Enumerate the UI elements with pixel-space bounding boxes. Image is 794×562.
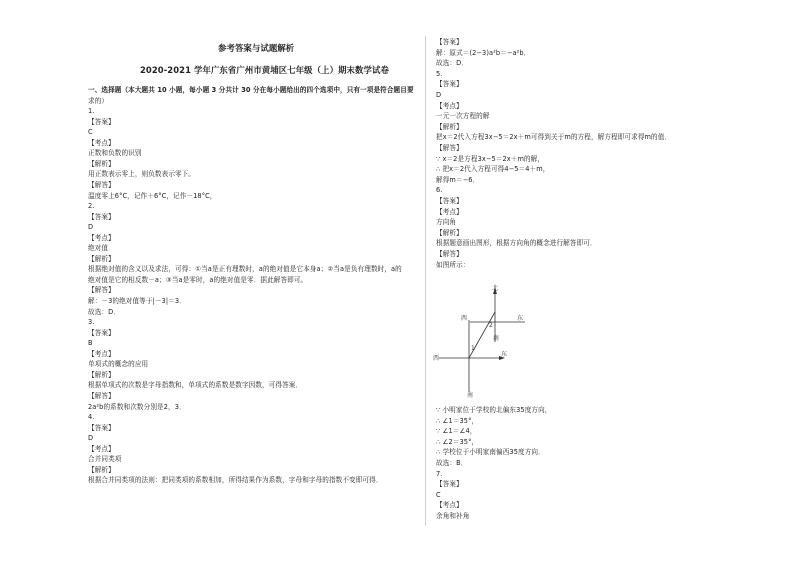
label-east-upper: 东 (517, 315, 524, 322)
direction-diagram (425, 280, 525, 398)
text-line: 单项式的概念的应用 (88, 360, 149, 369)
text-line: ∴ 把x＝2代入方程可得4−5＝4＋m， (436, 165, 550, 174)
text-line: 【考点】 (88, 138, 115, 147)
angle-1-label: 1 (471, 345, 475, 352)
label-south-lower: 南 (467, 392, 474, 398)
text-line: 正数和负数的识别 (88, 149, 142, 158)
text-line: 【答案】 (436, 38, 463, 46)
text-line: 余角和补角 (436, 512, 470, 520)
text-line: 根据题意画出图形，根据方向角的概念进行解答即可． (436, 239, 597, 248)
text-line: 解得m＝−6． (436, 175, 480, 184)
text-line: 【考点】 (88, 444, 115, 453)
text-line: 5. (436, 69, 443, 78)
text-line: ∴ ∠1＝35°， (436, 416, 479, 425)
text-line: 【答案】 (436, 80, 463, 89)
text-line: 【解析】 (88, 254, 115, 263)
text-line: C (88, 128, 93, 137)
text-line: 【解答】 (88, 180, 115, 189)
text-line: 【解析】 (88, 159, 115, 168)
text-line: 绝对值是它的相反数－a；③当a是零时，a的绝对值是零．据此解答即可。 (88, 275, 308, 284)
text-line: D (436, 91, 442, 99)
text-line: 方向角 (436, 218, 457, 227)
text-line: 6. (436, 186, 443, 195)
text-line: ∵ 小明家位于学校的北偏东35度方向， (436, 406, 552, 414)
text-line: 【解析】 (436, 122, 463, 131)
label-east-lower: 东 (501, 351, 508, 358)
text-line: ∴ 学校位于小明家南偏西35度方向． (436, 448, 545, 457)
text-line: 故选：D． (436, 59, 468, 68)
text-line: 2a²b的系数和次数分别是2，3． (88, 402, 186, 411)
label-west-upper: 西 (461, 315, 468, 322)
label-south-upper: 南 (493, 335, 500, 342)
text-line: 【答案】 (88, 423, 115, 432)
text-line: D (88, 223, 94, 232)
text-line: 【答案】 (436, 480, 463, 489)
text-line: 根据绝对值的含义以及求法，可得：①当a是正有理数时，a的绝对值是它本身a；②当a是负有理数时，a的 (88, 265, 402, 274)
text-line: 【答案】 (88, 117, 115, 126)
doc-title: 参考答案与试题解析 (218, 43, 295, 53)
text-line: 【答案】 (88, 328, 115, 337)
text-line: 合并同类项 (88, 455, 122, 464)
text-line: 【解析】 (88, 465, 115, 474)
text-line: ∵ x＝2是方程3x−5＝2x＋m的解， (436, 154, 545, 163)
text-line: 用正数表示零上，则负数表示零下。 (88, 170, 196, 179)
label-north: 北 (492, 285, 499, 292)
text-line: 【答案】 (436, 197, 463, 205)
text-line: 解：原式＝(2−3)a²b＝−a²b． (436, 48, 531, 57)
text-line: 根据合并同类项的法则：把同类项的系数相加，所得结果作为系数，字母和字母的指数不变即可得． (88, 476, 383, 485)
text-line: D (88, 434, 94, 443)
text-line: 解：－3的绝对值等于|－3|＝3． (88, 297, 186, 305)
text-line: 【考点】 (436, 207, 463, 216)
text-line: 如图所示： (436, 260, 470, 269)
text-line: 【考点】 (436, 101, 463, 110)
text-line: 故选：B． (436, 459, 468, 467)
text-line: 2. (88, 202, 95, 211)
angle-2-label: 2 (489, 322, 493, 329)
text-line: 一、选择题（本大题共 10 小题，每小题 3 分共计 30 分在每小题给出的四个选项中，只有一项是符合题目要 (88, 86, 414, 94)
text-line: 【考点】 (88, 349, 115, 358)
label-west-lower: 西 (433, 355, 440, 362)
text-line: 1. (88, 107, 95, 116)
text-line: 【考点】 (436, 501, 463, 510)
text-line: 求的） (88, 96, 109, 105)
text-line: 故选：D． (88, 307, 120, 316)
text-line: ∵ ∠1＝∠4， (436, 427, 477, 436)
text-line: 4. (88, 413, 95, 422)
text-line: 绝对值 (88, 244, 109, 253)
text-line: 一元一次方程的解 (436, 112, 490, 121)
text-line: ∴ ∠2＝35°， (436, 437, 479, 446)
text-line: 把x＝2代入方程3x−5＝2x＋m可得到关于m的方程，解方程即可求得m的值． (436, 133, 672, 142)
text-line: 根据单项式的次数是字母指数和，单项式的系数是数字因数，可得答案． (88, 381, 303, 390)
text-line: C (436, 490, 441, 499)
doc-subtitle: 2020-2021 学年广东省广州市黄埔区七年级（上）期末数学试卷 (140, 65, 389, 75)
text-line: 【解答】 (88, 286, 115, 295)
text-line: 【解答】 (436, 144, 463, 152)
text-line: 3. (88, 318, 95, 327)
text-line: B (88, 339, 93, 348)
text-line: 【解答】 (436, 250, 463, 258)
text-line: 7. (436, 469, 443, 478)
text-line: 【解答】 (88, 391, 115, 400)
text-line: 温度零上6°C，记作＋6°C，记作－18°C， (88, 191, 217, 200)
text-line: 【解析】 (436, 228, 463, 237)
text-line: 【考点】 (88, 233, 115, 242)
text-line: 【解析】 (88, 370, 115, 379)
text-line: 【答案】 (88, 212, 115, 221)
